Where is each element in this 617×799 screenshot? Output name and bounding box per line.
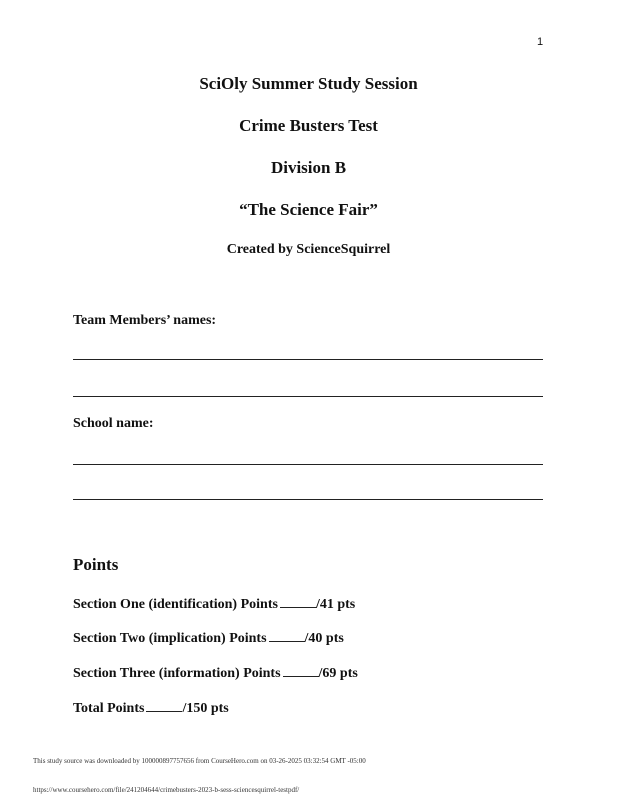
- section-two-score-blank[interactable]: [269, 629, 305, 642]
- total-score-blank[interactable]: [146, 699, 182, 712]
- section-one-points: [73, 595, 355, 613]
- scenario-title: “The Science Fair”: [239, 200, 378, 219]
- school-name-line-1[interactable]: [73, 464, 543, 465]
- section-two-max: /40 pts: [304, 631, 344, 646]
- author-credit: Created by ScienceSquirrel: [226, 242, 391, 257]
- page-number: 1: [537, 36, 544, 48]
- section-two-label: Section Two (implication) Points: [73, 631, 267, 646]
- section-three-points: [73, 664, 358, 682]
- points-heading: Points: [73, 555, 119, 574]
- source-url[interactable]: https://www.coursehero.com/file/241204644/crimebusters-2023-b-sess-sciencesquirrel-testpdf/: [33, 786, 300, 794]
- section-two-points: [73, 629, 344, 647]
- section-one-max: /41 pts: [315, 597, 356, 612]
- division-title: Division B: [270, 158, 347, 177]
- school-name-label: School name:: [73, 416, 154, 431]
- event-title: SciOly Summer Study Session: [199, 74, 418, 93]
- section-one-score-blank[interactable]: [280, 595, 316, 608]
- section-three-label: Section Three (information) Points: [73, 666, 281, 681]
- team-members-label: Team Members’ names:: [73, 313, 217, 328]
- total-points: [73, 699, 229, 717]
- total-points-label: Total Points: [73, 701, 145, 716]
- total-points-max: /150 pts: [182, 701, 229, 716]
- school-name-line-2[interactable]: [73, 499, 543, 500]
- section-three-max: /69 pts: [318, 666, 358, 681]
- section-three-score-blank[interactable]: [283, 664, 319, 677]
- team-members-line-2[interactable]: [73, 396, 543, 397]
- team-members-line-1[interactable]: [73, 359, 543, 360]
- section-one-label: Section One (identification) Points: [73, 597, 278, 612]
- download-notice: This study source was downloaded by 100000897757656 from CourseHero.com on 03-26-2025 03:32:54 GMT -05:00: [33, 757, 366, 765]
- test-title: Crime Busters Test: [239, 116, 378, 135]
